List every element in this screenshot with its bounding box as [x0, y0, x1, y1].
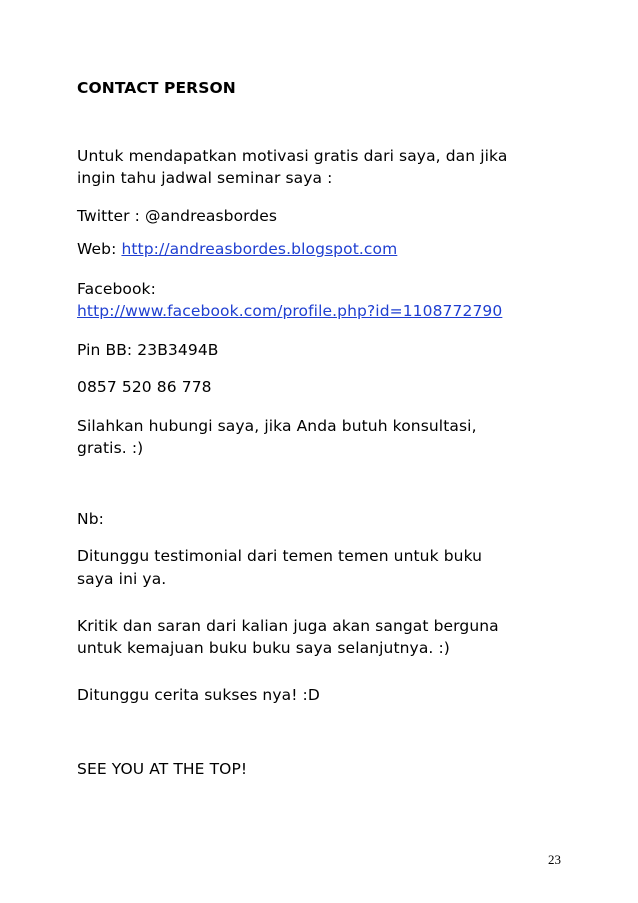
- facebook-link[interactable]: http://www.facebook.com/profile.php?id=1108772790: [77, 302, 503, 320]
- page-number: 23: [548, 852, 561, 867]
- facebook-label: Facebook:: [77, 280, 156, 298]
- testimonial-line-1: Ditunggu testimonial dari temen temen untuk buku: [77, 547, 483, 565]
- consult-line-2: gratis. :): [77, 439, 144, 457]
- web-link[interactable]: http://andreasbordes.blogspot.com: [121, 240, 398, 258]
- twitter-handle: Twitter : @andreasbordes: [77, 207, 278, 225]
- page-heading: CONTACT PERSON: [77, 79, 236, 97]
- closing-line: SEE YOU AT THE TOP!: [77, 760, 248, 778]
- consult-line-1: Silahkan hubungi saya, jika Anda butuh konsultasi,: [77, 417, 477, 435]
- web-row: [77, 239, 397, 260]
- critique-line-1: Kritik dan saran dari kalian juga akan sangat berguna: [77, 617, 499, 635]
- phone-number: 0857 520 86 778: [77, 378, 212, 396]
- intro-line-1: Untuk mendapatkan motivasi gratis dari saya, dan jika: [77, 147, 508, 165]
- nb-label: Nb:: [77, 510, 104, 528]
- critique-line-2: untuk kemajuan buku buku saya selanjutnya. :): [77, 639, 450, 657]
- testimonial-line-2: saya ini ya.: [77, 570, 167, 588]
- pin-bb: Pin BB: 23B3494B: [77, 341, 219, 359]
- web-label: Web:: [77, 240, 122, 258]
- intro-line-2: ingin tahu jadwal seminar saya :: [77, 169, 333, 187]
- success-line: Ditunggu cerita sukses nya! :D: [77, 686, 320, 704]
